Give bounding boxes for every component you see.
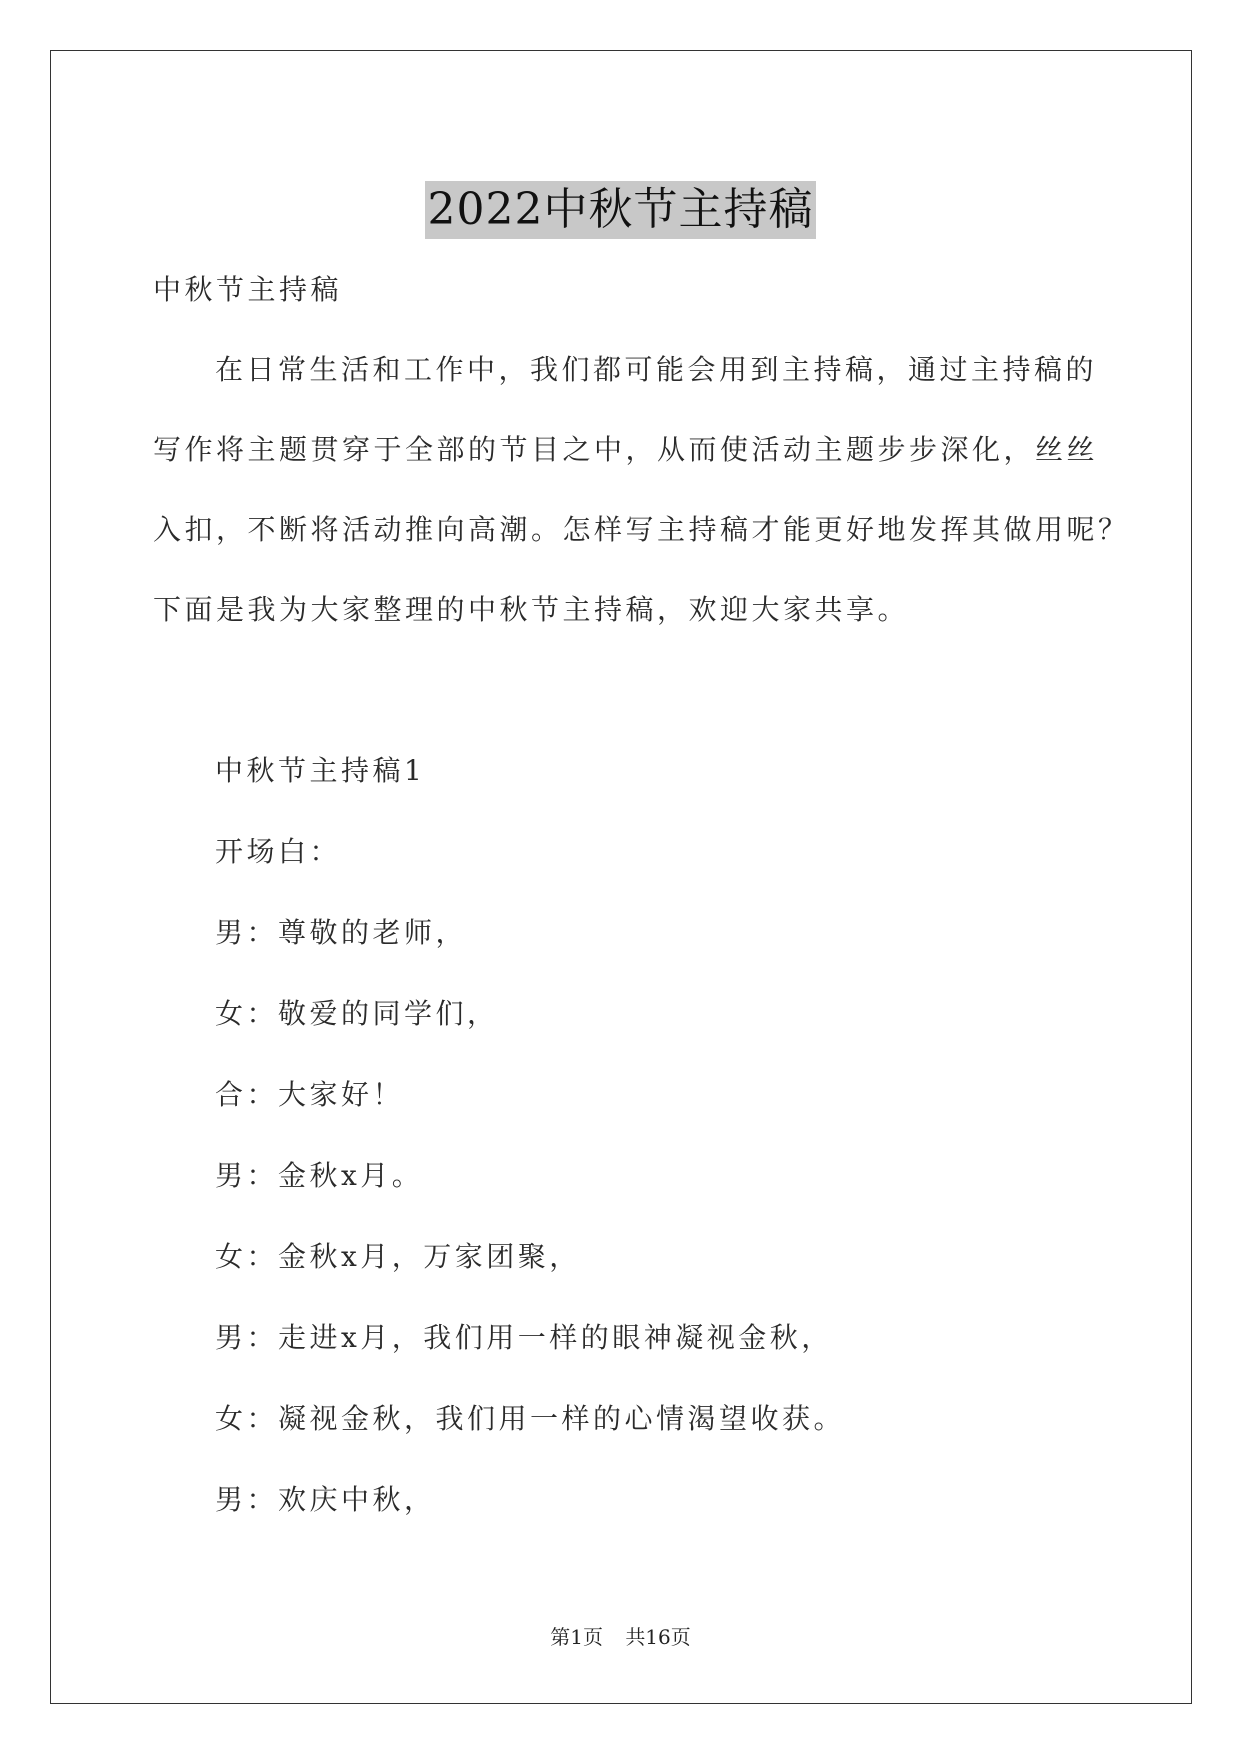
document-subtitle: 中秋节主持稿 [153, 273, 343, 306]
intro-line-1: 在日常生活和工作中，我们都可能会用到主持稿，通过主持稿的 [215, 353, 1098, 386]
intro-line-3: 入扣，不断将活动推向高潮。怎样写主持稿才能更好地发挥其做用呢？ [153, 513, 1130, 546]
section-heading: 中秋节主持稿1 [215, 754, 426, 787]
opening-label: 开场白： [215, 835, 342, 868]
dialogue-line: 男：尊敬的老师， [215, 916, 468, 949]
dialogue-line: 女：敬爱的同学们， [215, 997, 499, 1030]
dialogue-line: 男：欢庆中秋， [215, 1483, 436, 1516]
dialogue-line: 女：凝视金秋，我们用一样的心情渴望收获。 [215, 1402, 846, 1435]
title-container [0, 152, 1241, 269]
page-footer [0, 1624, 1241, 1650]
dialogue-line: 女：金秋x月，万家团聚， [215, 1240, 581, 1273]
dialogue-line: 男：走进x月，我们用一样的眼神凝视金秋， [215, 1321, 833, 1354]
page-number-current: 第1页 [550, 1625, 603, 1649]
intro-line-2: 写作将主题贯穿于全部的节目之中，从而使活动主题步步深化，丝丝 [153, 433, 1099, 466]
intro-line-4: 下面是我为大家整理的中秋节主持稿，欢迎大家共享。 [153, 593, 910, 626]
document-title: 2022中秋节主持稿 [425, 181, 817, 239]
dialogue-line: 男：金秋x月。 [215, 1159, 424, 1192]
dialogue-line: 合：大家好！ [215, 1078, 405, 1111]
page-number-total: 共16页 [625, 1625, 691, 1649]
